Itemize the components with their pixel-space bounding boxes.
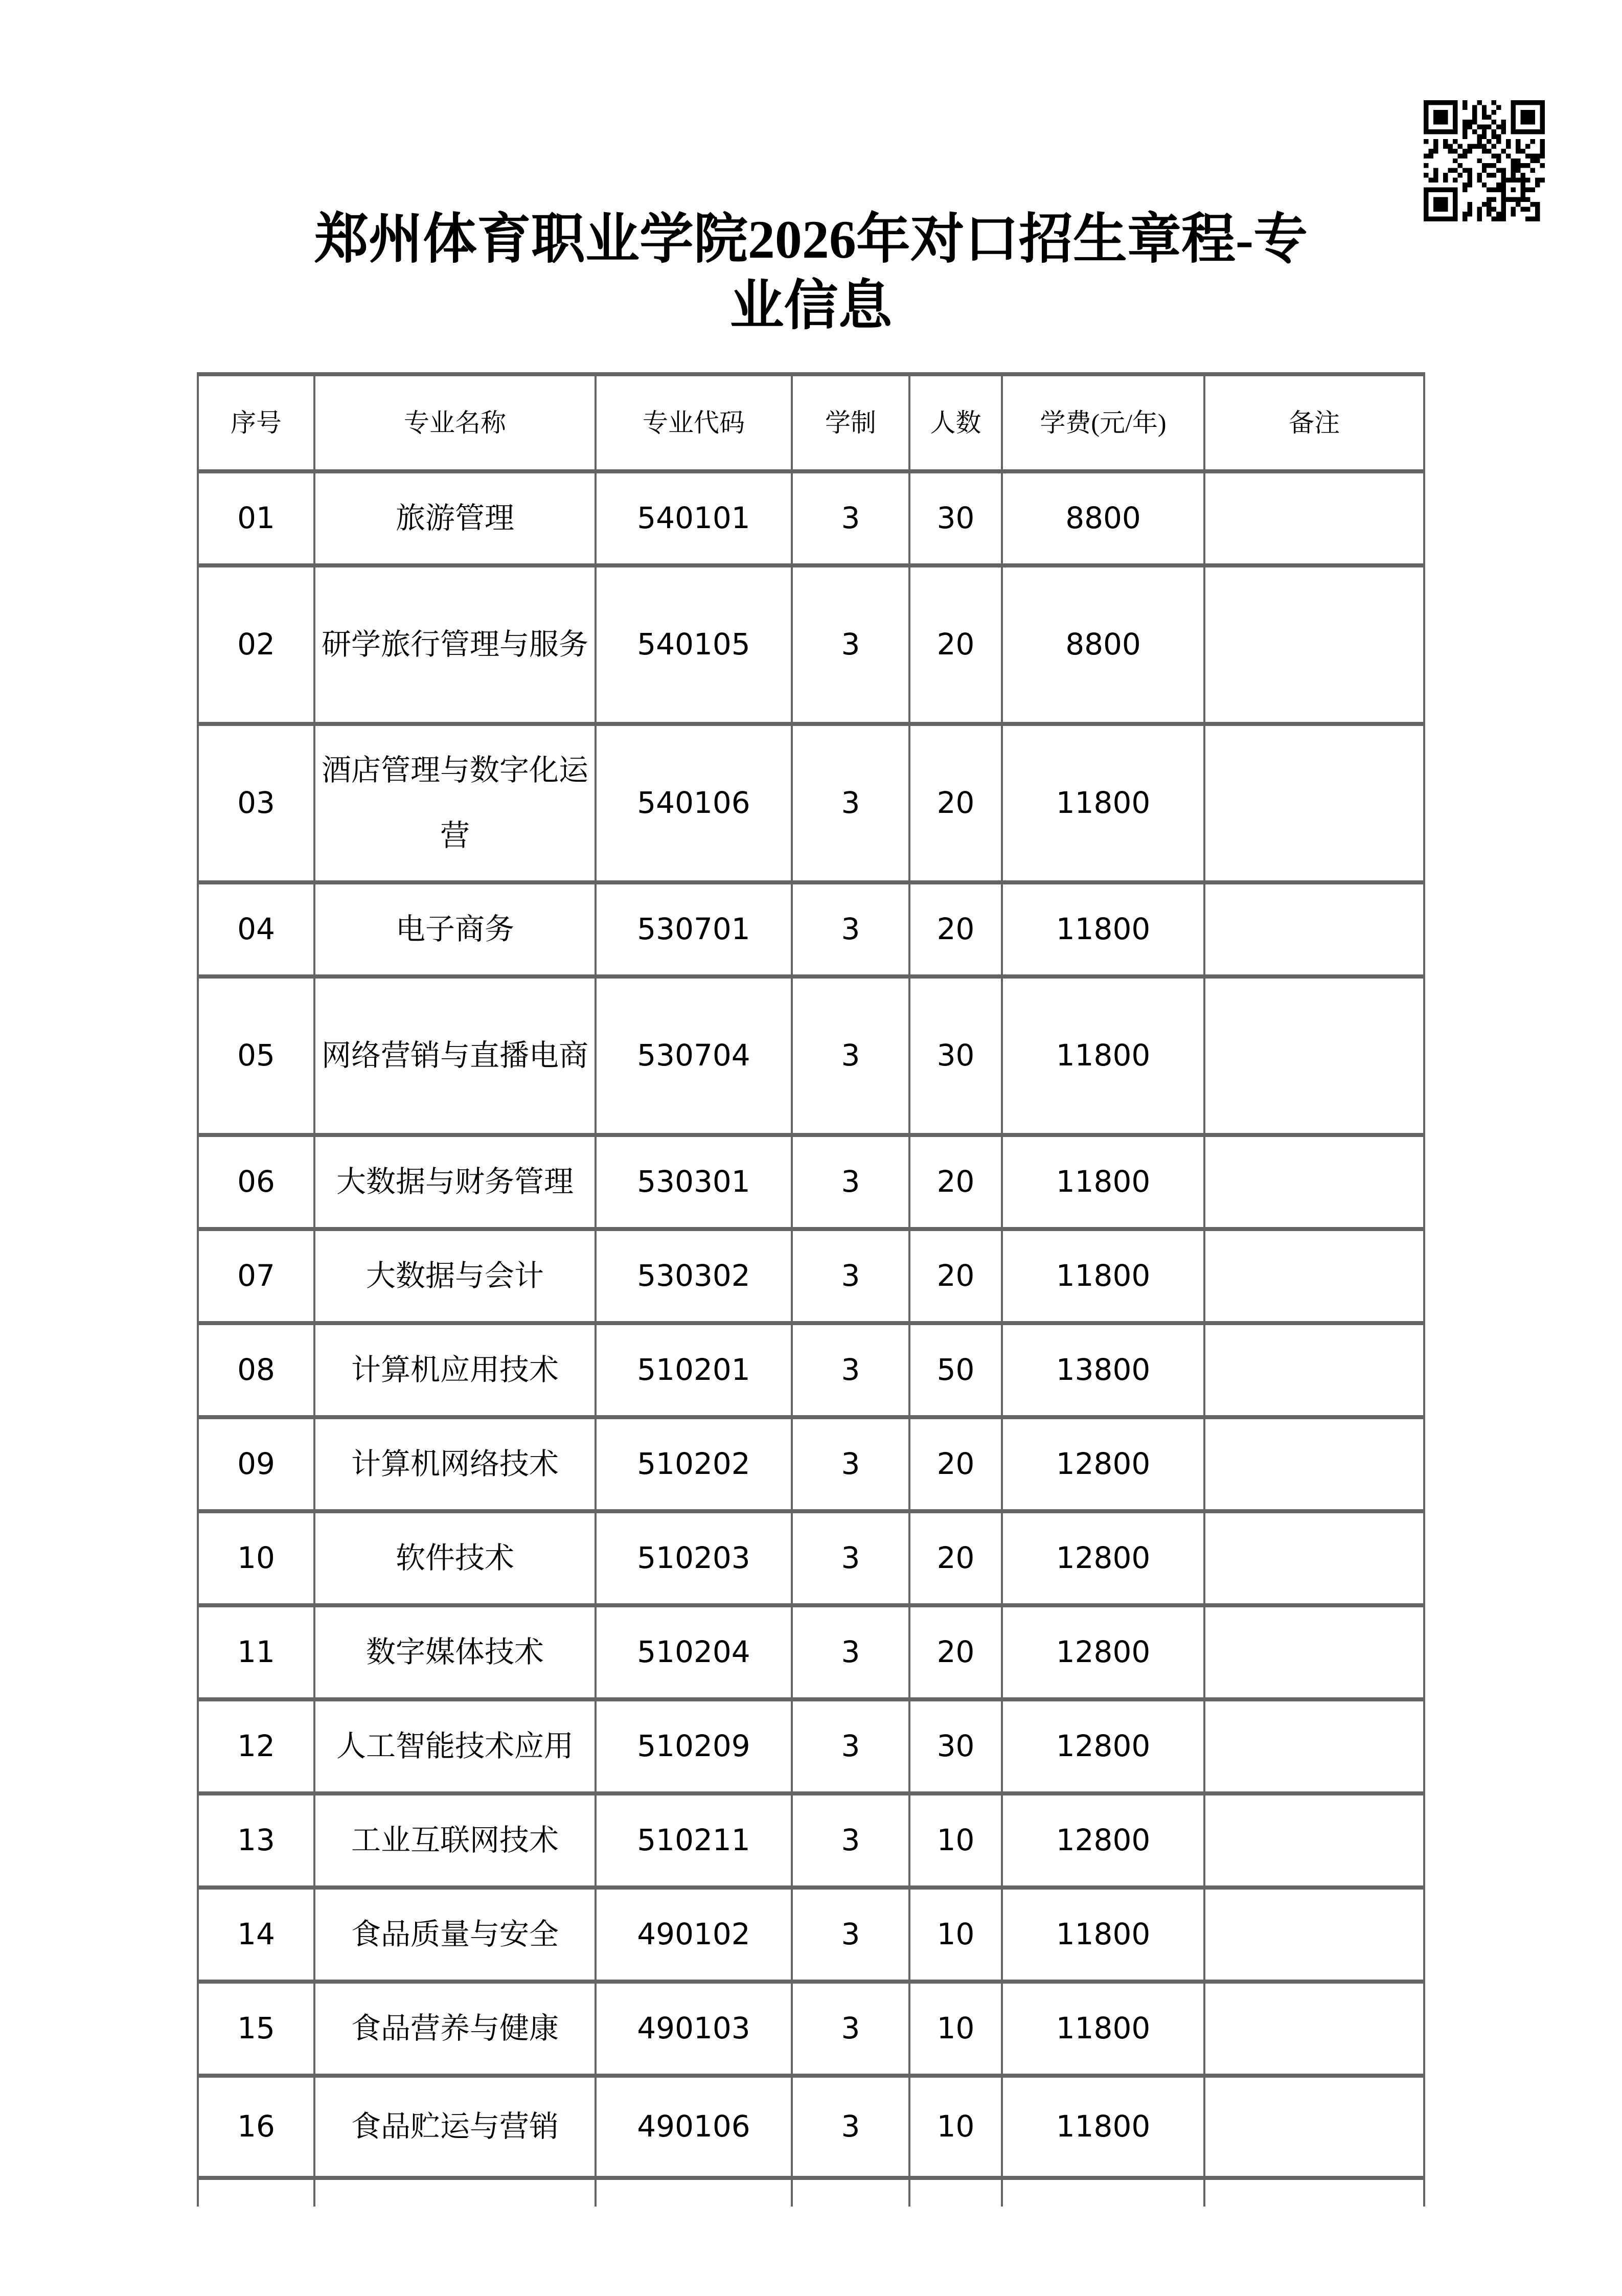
row-number: 08: [198, 1323, 314, 1417]
enrollment-count: 20: [909, 724, 1002, 882]
header-row: [198, 374, 1424, 471]
col-header-index: 序号: [198, 374, 314, 471]
study-years: 3: [792, 1323, 909, 1417]
table-row: [198, 724, 1424, 882]
majors-table-header: [198, 374, 1424, 471]
major-code: 490103: [596, 1982, 792, 2076]
major-name: 研学旅行管理与服务: [314, 565, 596, 724]
major-name: 人工智能技术应用: [314, 1699, 596, 1793]
major-code: [596, 2178, 792, 2207]
study-years: 3: [792, 1511, 909, 1605]
page-title-line2: 业信息: [729, 276, 893, 336]
major-name: 网络营销与直播电商: [314, 976, 596, 1135]
study-years: 3: [792, 1699, 909, 1793]
study-years: 3: [792, 882, 909, 976]
study-years: 3: [792, 1417, 909, 1511]
major-code: 510211: [596, 1793, 792, 1888]
note: [1204, 1793, 1424, 1888]
enrollment-count: 20: [909, 1417, 1002, 1511]
table-row: [198, 976, 1424, 1135]
major-name: 食品质量与安全: [314, 1888, 596, 1982]
major-code: 530302: [596, 1229, 792, 1323]
major-code: 510203: [596, 1511, 792, 1605]
study-years: 3: [792, 976, 909, 1135]
major-code: 530701: [596, 882, 792, 976]
study-years: 3: [792, 1793, 909, 1888]
table-row: [198, 1229, 1424, 1323]
major-name: 大数据与财务管理: [314, 1135, 596, 1229]
enrollment-count: 30: [909, 1699, 1002, 1793]
tuition: 11800: [1002, 1135, 1204, 1229]
table-row: [198, 2076, 1424, 2178]
study-years: 3: [792, 724, 909, 882]
enrollment-count: 10: [909, 1793, 1002, 1888]
enrollment-count: [909, 2178, 1002, 2207]
col-header-enrollment: 人数: [909, 374, 1002, 471]
table-row: [198, 1888, 1424, 1982]
table-row: [198, 1982, 1424, 2076]
major-code: 510202: [596, 1417, 792, 1511]
study-years: 3: [792, 1229, 909, 1323]
tuition: [1002, 2178, 1204, 2207]
major-code: 490102: [596, 1888, 792, 1982]
note: [1204, 471, 1424, 565]
tuition: 12800: [1002, 1511, 1204, 1605]
col-header-tuition: 学费(元/年): [1002, 374, 1204, 471]
row-number: 06: [198, 1135, 314, 1229]
tuition: 11800: [1002, 1229, 1204, 1323]
table-row: [198, 1323, 1424, 1417]
row-number: 09: [198, 1417, 314, 1511]
tuition: 12800: [1002, 1417, 1204, 1511]
col-header-study-years: 学制: [792, 374, 909, 471]
enrollment-count: 20: [909, 1229, 1002, 1323]
tuition: 11800: [1002, 2076, 1204, 2178]
major-code: 510204: [596, 1605, 792, 1699]
row-number: 11: [198, 1605, 314, 1699]
col-header-major-code: 专业代码: [596, 374, 792, 471]
note: [1204, 1511, 1424, 1605]
row-number: 02: [198, 565, 314, 724]
table-row-partial: [198, 2178, 1424, 2207]
tuition: 11800: [1002, 882, 1204, 976]
major-code: 540101: [596, 471, 792, 565]
note: [1204, 565, 1424, 724]
major-name: 计算机网络技术: [314, 1417, 596, 1511]
major-name: 软件技术: [314, 1511, 596, 1605]
qr-code-svg: [1424, 100, 1545, 221]
study-years: 3: [792, 1888, 909, 1982]
row-number: 07: [198, 1229, 314, 1323]
row-number: 10: [198, 1511, 314, 1605]
note: [1204, 1229, 1424, 1323]
note: [1204, 724, 1424, 882]
major-name: 大数据与会计: [314, 1229, 596, 1323]
note: [1204, 1888, 1424, 1982]
row-number: 12: [198, 1699, 314, 1793]
table-row: [198, 1511, 1424, 1605]
enrollment-count: 20: [909, 1605, 1002, 1699]
row-number: 15: [198, 1982, 314, 2076]
tuition: 11800: [1002, 1888, 1204, 1982]
note: [1204, 1417, 1424, 1511]
major-name: 旅游管理: [314, 471, 596, 565]
note: [1204, 1982, 1424, 2076]
tuition: 11800: [1002, 976, 1204, 1135]
major-name: 数字媒体技术: [314, 1605, 596, 1699]
note: [1204, 1135, 1424, 1229]
row-number: 01: [198, 471, 314, 565]
page-title: [0, 0, 1622, 339]
major-code: 510209: [596, 1699, 792, 1793]
page-title-line1: 郑州体育职业学院2026年对口招生章程-专: [314, 210, 1308, 269]
note: [1204, 882, 1424, 976]
enrollment-count: 10: [909, 1982, 1002, 2076]
enrollment-count: 20: [909, 882, 1002, 976]
note: [1204, 1323, 1424, 1417]
note: [1204, 2178, 1424, 2207]
study-years: [792, 2178, 909, 2207]
row-number: 05: [198, 976, 314, 1135]
tuition: 13800: [1002, 1323, 1204, 1417]
col-header-major-name: 专业名称: [314, 374, 596, 471]
enrollment-count: 10: [909, 2076, 1002, 2178]
enrollment-count: 30: [909, 471, 1002, 565]
majors-table-body: [198, 471, 1424, 2207]
major-name: 电子商务: [314, 882, 596, 976]
table-row: [198, 1699, 1424, 1793]
note: [1204, 1605, 1424, 1699]
major-code: 490106: [596, 2076, 792, 2178]
major-name: 食品营养与健康: [314, 1982, 596, 2076]
majors-table: [197, 372, 1425, 2207]
major-code: 540105: [596, 565, 792, 724]
study-years: 3: [792, 1982, 909, 2076]
major-code: 510201: [596, 1323, 792, 1417]
note: [1204, 2076, 1424, 2178]
study-years: 3: [792, 1605, 909, 1699]
enrollment-count: 10: [909, 1888, 1002, 1982]
table-row: [198, 565, 1424, 724]
study-years: 3: [792, 565, 909, 724]
major-code: 540106: [596, 724, 792, 882]
col-header-note: 备注: [1204, 374, 1424, 471]
enrollment-count: 20: [909, 565, 1002, 724]
major-name: 工业互联网技术: [314, 1793, 596, 1888]
table-row: [198, 1135, 1424, 1229]
tuition: 12800: [1002, 1699, 1204, 1793]
tuition: 11800: [1002, 724, 1204, 882]
enrollment-count: 50: [909, 1323, 1002, 1417]
major-name: 计算机应用技术: [314, 1323, 596, 1417]
note: [1204, 1699, 1424, 1793]
study-years: 3: [792, 1135, 909, 1229]
table-row: [198, 1793, 1424, 1888]
table-row: [198, 1417, 1424, 1511]
row-number: 14: [198, 1888, 314, 1982]
row-number: [198, 2178, 314, 2207]
enrollment-count: 30: [909, 976, 1002, 1135]
note: [1204, 976, 1424, 1135]
major-code: 530704: [596, 976, 792, 1135]
qr-code: [1424, 100, 1545, 221]
study-years: 3: [792, 471, 909, 565]
row-number: 13: [198, 1793, 314, 1888]
enrollment-count: 20: [909, 1511, 1002, 1605]
major-code: 530301: [596, 1135, 792, 1229]
row-number: 16: [198, 2076, 314, 2178]
study-years: 3: [792, 2076, 909, 2178]
tuition: 11800: [1002, 1982, 1204, 2076]
major-name: 食品贮运与营销: [314, 2076, 596, 2178]
tuition: 12800: [1002, 1793, 1204, 1888]
table-row: [198, 882, 1424, 976]
tuition: 8800: [1002, 471, 1204, 565]
major-name: [314, 2178, 596, 2207]
table-row: [198, 471, 1424, 565]
tuition: 12800: [1002, 1605, 1204, 1699]
row-number: 03: [198, 724, 314, 882]
table-row: [198, 1605, 1424, 1699]
tuition: 8800: [1002, 565, 1204, 724]
row-number: 04: [198, 882, 314, 976]
major-name: 酒店管理与数字化运营: [314, 724, 596, 882]
enrollment-count: 20: [909, 1135, 1002, 1229]
